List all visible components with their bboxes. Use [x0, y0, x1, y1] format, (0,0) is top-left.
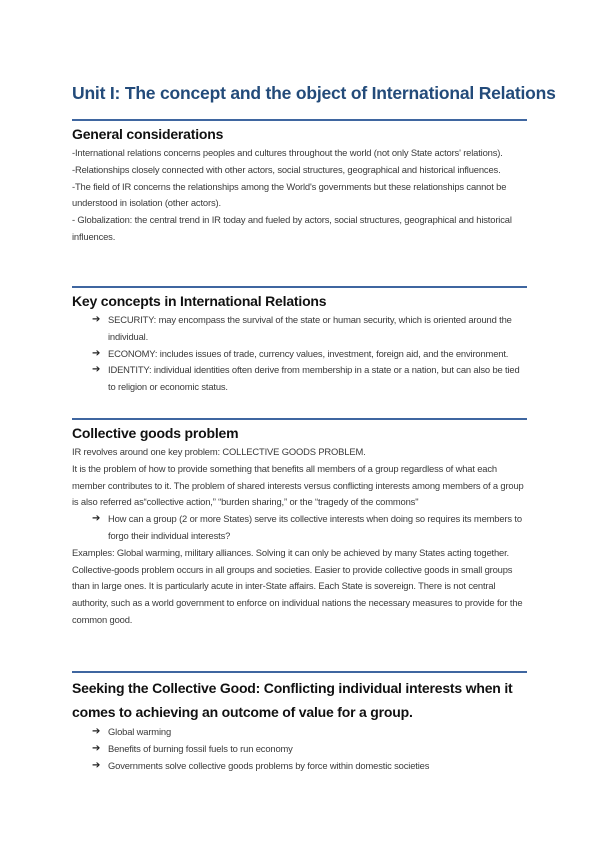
list-item: [72, 758, 527, 775]
section-heading: General considerations: [72, 126, 224, 142]
section-collective-goods-problem: [72, 418, 527, 629]
list-item: [72, 312, 527, 346]
paragraph: It is the problem of how to provide something that benefits all members of a group regardless of what each member contributes to it. The problem of shared interests versus conflicting interests among members of a group is also referred as“collective action,” “burden sharing,” or the “tragedy of the commons": [72, 462, 524, 508]
list-item-text: SECURITY: may encompass the survival of the state or human security, which is oriented around the individual.: [108, 314, 512, 342]
section-heading: Key concepts in International Relations: [72, 293, 327, 309]
list-item-text: IDENTITY: individual identities often derive from membership in a state or a nation, but can also be tied to religion or economic status.: [108, 364, 520, 393]
arrow-right-icon: ➔: [92, 364, 101, 376]
paragraph: Collective-goods problem occurs in all groups and societies. Easier to provide collective goods in small groups than in large ones. It is particularly acute in inter-State affairs. Each State is sovereign. There is not central authority, such as a world government to enforce on individual nations the necessary measures to provide for the common good.: [72, 563, 523, 625]
arrow-right-icon: ➔: [92, 726, 101, 737]
list-item: [72, 724, 527, 741]
list-item: [72, 362, 527, 396]
paragraph: IR revolves around one key problem: COLLECTIVE GOODS PROBLEM.: [72, 446, 366, 457]
arrow-right-icon: ➔: [92, 347, 101, 359]
list-item-text: Governments solve collective goods problems by force within domestic societies: [108, 759, 430, 771]
section-general-considerations: [72, 119, 527, 246]
list-item: [72, 741, 527, 758]
document-page: [72, 80, 556, 771]
arrow-right-icon: ➔: [92, 314, 101, 325]
section-heading: Collective goods problem: [72, 425, 239, 441]
arrow-right-icon: ➔: [92, 742, 101, 754]
list-item: [72, 511, 527, 545]
bullet-list: [72, 511, 527, 545]
paragraph: -Relationships closely connected with other actors, social structures, geographical and historical influences.: [72, 163, 501, 175]
paragraph: - Globalization: the central trend in IR today and fueled by actors, social structures, geographical and historical influences.: [72, 214, 512, 242]
list-item: [72, 346, 527, 363]
arrow-right-icon: ➔: [92, 759, 101, 771]
list-item-text: Benefits of burning fossil fuels to run economy: [108, 742, 293, 754]
section-seeking-collective-good: [72, 671, 527, 774]
list-item-text: Global warming: [108, 726, 172, 737]
arrow-right-icon: ➔: [92, 513, 101, 525]
bullet-list: [72, 312, 527, 396]
document-title: Unit I: The concept and the object of International Relations: [72, 83, 556, 103]
paragraph: -International relations concerns peoples and cultures throughout the world (not only State actors' relations).: [72, 147, 503, 158]
section-heading: Seeking the Collective Good: Conflicting individual interests when it comes to achieving an outcome of value for a group.: [72, 680, 513, 720]
list-item-text: How can a group (2 or more States) serve its collective interests when doing so requires its members to forgo their individual interests?: [108, 513, 522, 541]
bullet-list: [72, 724, 527, 774]
paragraph: Examples: Global warming, military alliances. Solving it can only be achieved by many States acting together.: [72, 546, 510, 558]
section-key-concepts: [72, 286, 527, 396]
list-item-text: ECONOMY: includes issues of trade, currency values, investment, foreign aid, and the environment.: [108, 347, 509, 359]
paragraph: -The field of IR concerns the relationships among the World's governments but these relationships cannot be understood in isolation (other actors).: [72, 180, 507, 209]
